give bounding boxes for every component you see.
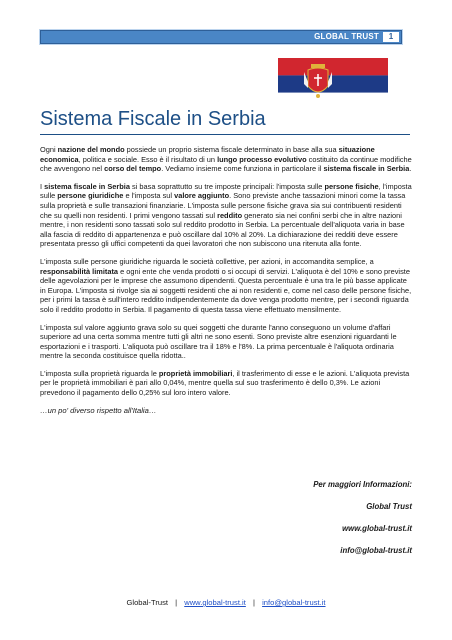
bold-phrase: sistema fiscale in Serbia [44, 181, 130, 191]
footer-separator-2: | [252, 598, 255, 607]
bold-phrase: persone giuridiche [57, 191, 124, 201]
text-run: e l'imposta sul [123, 191, 175, 201]
bold-phrase: reddito [217, 210, 243, 220]
footer-email-link[interactable]: info@global-trust.it [262, 598, 326, 607]
bold-phrase: situazione economica [40, 145, 375, 164]
header-bar [40, 30, 402, 44]
text-run: L'imposta sulle persone giuridiche riguarda le società collettive, per azioni, in accomandita semplice, a [40, 256, 374, 266]
bold-phrase: responsabilità limitata [40, 266, 119, 276]
document-title: Sistema Fiscale in Serbia [40, 108, 266, 130]
footer-separator-1: | [175, 598, 178, 607]
flag-stripe-red [278, 58, 388, 75]
text-run: , l'imposta sulle [40, 181, 412, 201]
text-run: , politica e sociale. Esso è il risultato di un [78, 154, 218, 164]
contact-website[interactable]: www.global-trust.it [342, 524, 412, 533]
text-run: si basa soprattutto su tre imposte principali: l'imposta sulle [129, 181, 325, 191]
text-run: possiede un proprio sistema fiscale determinato in base alla sua [124, 145, 339, 154]
flag-stripe-blue [278, 75, 388, 92]
footer [0, 598, 452, 607]
text-run: L'imposta sul valore aggiunto grava solo su quei soggetti che durante l'anno conseguono un volume d'affari superiore ad una certa somma mentre tutti gli altri ne sono esenti. Sono previste altre esenzioni riguardanti le esportazioni e i trasporti. L'aliquota può oscillare tra il 18% e l'8%. La prima percentuale è l'aliquota ordinaria mentre la seconda costituisce quella ridotta.. [40, 322, 397, 361]
text-run: L'imposta sulla proprietà riguarda le [40, 368, 159, 378]
page-number: 1 [383, 32, 399, 42]
paragraph-vat [40, 323, 412, 361]
paragraph-overview [40, 182, 412, 249]
bold-phrase: valore aggiunto [174, 191, 230, 201]
closing-remark: …un po' diverso rispetto all'Italia… [40, 405, 157, 415]
bold-phrase: nazione del mondo [57, 145, 125, 154]
bold-phrase: sistema fiscale in Serbia [323, 164, 410, 174]
contact-heading: Per maggiori Informazioni: [313, 480, 412, 489]
text-run: generato sia nei confini serbi che in altre nazioni mentre, i non residenti sono tassati solo sul reddito prodotto in Serbia. La percentuale dell'aliquota varia in base alla fascia di reddito di appartenenza e può oscillare dal 10% al 20%. La dichiarazione dei redditi deve essere presentata presso gli uffici competenti da quei lavoratori che non subiscono una ritenuta alla fonte. [40, 210, 405, 249]
text-run: Ogni [40, 145, 58, 154]
paragraph-intro [40, 145, 412, 174]
contact-block [313, 480, 412, 568]
text-run: costituito da continue modifiche che avvengono nel [40, 154, 412, 174]
title-divider [40, 134, 410, 135]
text-run: . Sono previste anche tassazioni minori come la tassa sulla proprietà e sulle transazioni finanziarie. L'imposta sulle persone fisiche grava sia sui contribuenti residenti che su quelli non residenti. I primi vengono tassati sul [40, 191, 406, 220]
text-run: . Vediamo insieme come funziona in particolare il [161, 164, 324, 174]
flag-stripe-white [278, 93, 388, 110]
contact-company: Global Trust [366, 502, 412, 511]
bold-phrase: lungo processo evolutivo [217, 154, 307, 164]
document-body [40, 145, 412, 423]
serbia-flag-icon [278, 58, 388, 110]
bold-phrase: corso del tempo [104, 164, 162, 174]
paragraph-corporate-tax [40, 257, 412, 315]
bold-phrase: persone fisiche [324, 181, 379, 191]
header-title: GLOBAL TRUST [314, 32, 379, 41]
footer-company: Global-Trust [126, 598, 168, 607]
text-run: . [409, 164, 412, 174]
paragraph-property-tax [40, 369, 412, 398]
text-run: I [40, 181, 45, 191]
footer-website-link[interactable]: www.global-trust.it [184, 598, 246, 607]
bold-phrase: proprietà immobiliari [158, 368, 233, 378]
contact-email[interactable]: info@global-trust.it [340, 546, 412, 555]
text-run: e ogni ente che venda prodotti o si occupi di servizi. L'aliquota è del 10% e sono previste delle agevolazioni per le imprese che assumono dipendenti. Questa percentuale è una tra le più basse applicate in Europa. L'imposta si rivolge sia ai soggetti residenti che ai non residenti e, come nel caso delle persone fisiche, per i primi la tassa è sull'intero reddito indipendentemente da dove venga prodotto mentre, per i secondi riguarda solo il reddito prodotto in Serbia. Il pagamento di questa tassa viene effettuato mensilmente. [40, 266, 412, 314]
text-run: , il trasferimento di esse e le azioni. L'aliquota prevista per le proprietà immobiliari è pari allo 0,04%, mentre quella sul suo trasferimento è dello 0,3%. Le azioni prevedono il pagamento dello 0,25% sul loro intero valore. [40, 368, 410, 398]
